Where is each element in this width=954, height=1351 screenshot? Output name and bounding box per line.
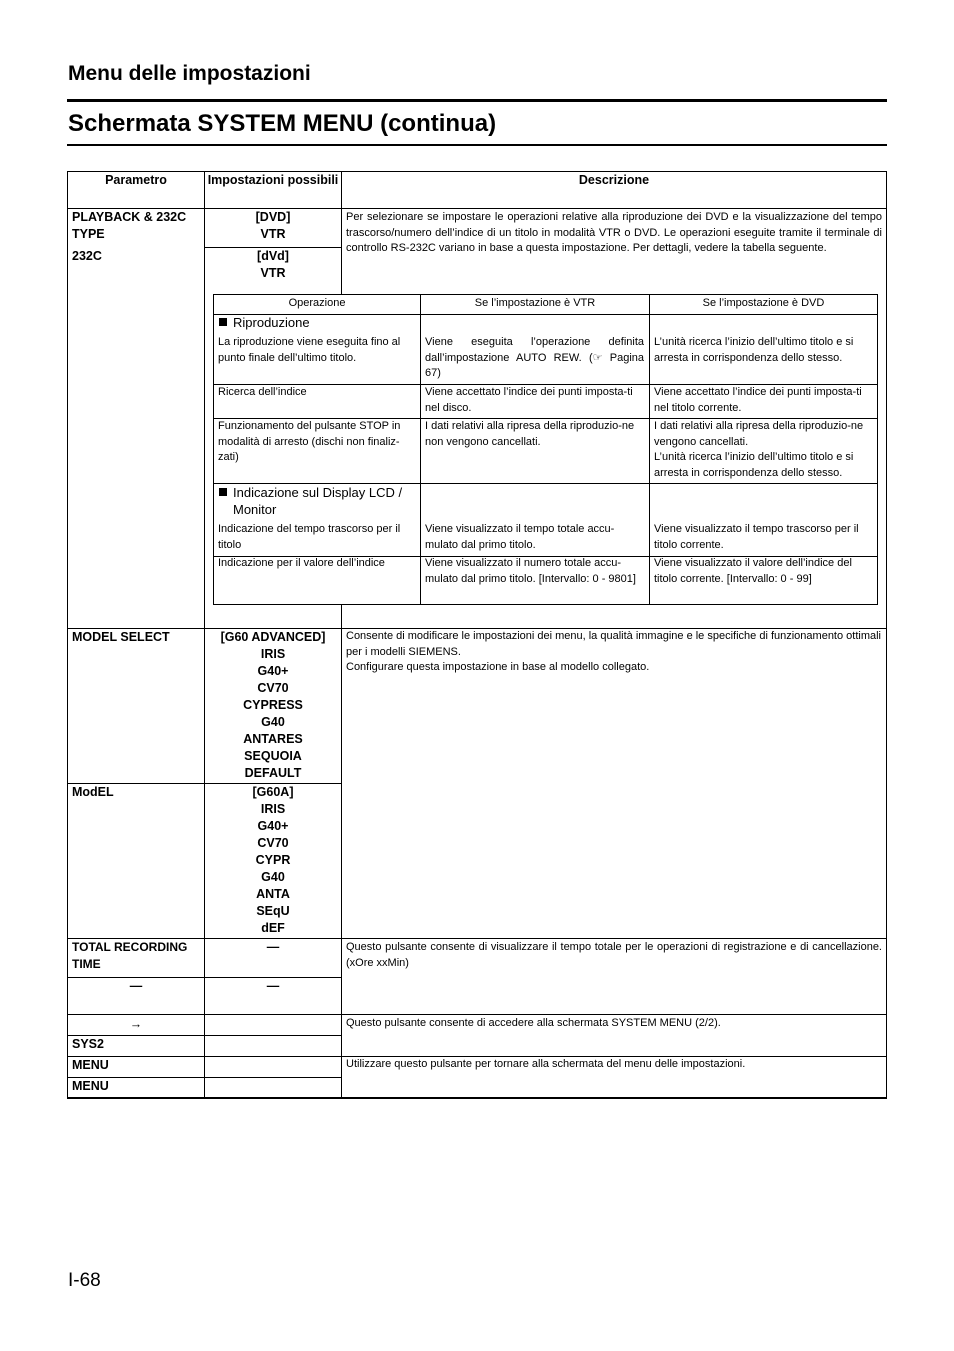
subtable-border-left (213, 294, 214, 605)
page-number: I-68 (68, 1270, 101, 1291)
dvd-end-playback: L’unità ricerca l’inizio dell’ultimo titolo e si arresta in corrispondenza dello stesso. (654, 336, 854, 364)
row-rule-arrow (67, 1014, 887, 1015)
op-index-value: Indicazione per il valore dell’indice (218, 557, 385, 569)
dvd-index-search: Viene accettato l’indice dei punti imposta-ti nel titolo corrente. (654, 386, 862, 414)
subtable-border-top (213, 294, 878, 295)
param-total-recording-time: TOTAL RECORDING TIME (72, 940, 188, 971)
subtable-col-1 (420, 294, 421, 605)
settings-playback: [DVD] VTR (255, 210, 291, 241)
vtr-index-value: Viene visualizzato il numero totale accu-mulato dal primo titolo. [Intervallo: 0 - 9801] (425, 557, 636, 585)
desc-model-select: Consente di modificare le impostazioni dei menu, la qualità immagine e le specifiche di funzionamento ottimali per i modelli SIEMENS. Configurare questa impostazione in base al modello collegato. (346, 630, 882, 673)
subtable-border-bottom (213, 604, 878, 605)
title-rule (67, 144, 887, 146)
dvd-stop-button: I dati relativi alla ripresa della riproduzio-ne vengono cancellati. L’unità ricerca l’inizio dell’ultimo titolo e si arresta in corrispondenza dello stesso. (654, 420, 864, 479)
section-title: Menu delle impostazioni (68, 62, 311, 85)
header-rule (67, 99, 887, 102)
header-settings: Impostazioni possibili (207, 173, 339, 187)
table-border-left (67, 171, 68, 1099)
section-riproduzione: Riproduzione (219, 314, 415, 331)
vtr-elapsed-time: Viene visualizzato il tempo totale accu-mulato dal primo titolo. (425, 523, 615, 551)
param-playback-232c-type: PLAYBACK & 232C TYPE (72, 210, 187, 241)
param-total-rec-dash: — (129, 979, 143, 993)
section-display: Indicazione sul Display LCD / Monitor (219, 484, 417, 518)
settings-total-rec: — (266, 940, 280, 954)
table-border-right (886, 171, 887, 1099)
param-arrow: → (129, 1017, 143, 1031)
settings-table (67, 171, 887, 1099)
op-stop-button: Funzionamento del pulsante STOP in modalità di arresto (dischi non finaliz-zati) (218, 420, 401, 463)
subtable-col-2 (649, 294, 650, 605)
subheader-operation: Operazione (288, 297, 346, 309)
param-model-select: MODEL SELECT (72, 630, 170, 644)
header-desc: Descrizione (578, 173, 650, 187)
desc-menu: Utilizzare questo pulsante per tornare alla schermata del menu delle impostazioni. (346, 1058, 746, 1070)
vtr-end-playback: Viene eseguita l’operazione definita dall’impostazione AUTO REW. (☞ Pagina 67) (425, 336, 644, 379)
subheader-vtr: Se l’impostazione è VTR (474, 297, 596, 309)
settings-232c: [dVd] VTR (257, 249, 289, 280)
param-menu-2: MENU (72, 1079, 109, 1093)
square-bullet-icon (219, 318, 227, 326)
vtr-stop-button: I dati relativi alla ripresa della riproduzio-ne non vengono cancellati. (425, 420, 635, 448)
operation-subtable (213, 294, 878, 605)
desc-playback: Per selezionare se impostare le operazioni relative alla riproduzione dei DVD e la visualizzazione del tempo trascorso/numero dell’indice di un titolo in modalità VTR o DVD. Le operazioni eseguite tramite il terminale di controllo RS-232C variano in base a questa impostazione. Per dettagli, vedere la tabella seguente. (346, 211, 882, 254)
settings-model-select: [G60 ADVANCED] IRIS G40+ CV70 CYPRESS G40 ANTARES SEQUOIA DEFAULT (220, 630, 326, 780)
param-sys2: SYS2 (72, 1037, 104, 1051)
page-title: Schermata SYSTEM MENU (continua) (68, 110, 497, 137)
dvd-index-value: Viene visualizzato il valore dell’indice del titolo corrente. [Intervallo: 0 - 99] (654, 557, 852, 585)
param-menu: MENU (72, 1058, 109, 1072)
col-divider-2a (341, 171, 342, 294)
op-end-playback: La riproduzione viene eseguita fino al punto finale dell’ultimo titolo. (218, 336, 401, 364)
desc-sys2: Questo pulsante consente di accedere alla schermata SYSTEM MENU (2/2). (346, 1017, 721, 1029)
param-232c: 232C (72, 249, 102, 263)
settings-total-rec-dash: — (266, 979, 280, 993)
subtable-border-right (877, 294, 878, 605)
subheader-dvd: Se l’impostazione è DVD (702, 297, 825, 309)
op-index-search: Ricerca dell’indice (218, 386, 307, 398)
header-param: Parametro (105, 173, 167, 187)
op-elapsed-time: Indicazione del tempo trascorso per il titolo (218, 523, 401, 551)
col-divider-2b (341, 605, 342, 1099)
param-model: ModEL (72, 785, 114, 799)
dvd-elapsed-time: Viene visualizzato il tempo trascorso per il titolo corrente. (654, 523, 859, 551)
desc-total-rec: Questo pulsante consente di visualizzare il tempo totale per le operazioni di registrazione e di cancellazione. (xOre xxMin) (346, 941, 882, 969)
table-border-bottom (67, 1097, 887, 1099)
settings-model: [G60A] IRIS G40+ CV70 CYPR G40 ANTA SEqU dEF (252, 785, 294, 935)
square-bullet-icon (219, 488, 227, 496)
vtr-index-search: Viene accettato l’indice dei punti imposta-ti nel disco. (425, 386, 633, 414)
